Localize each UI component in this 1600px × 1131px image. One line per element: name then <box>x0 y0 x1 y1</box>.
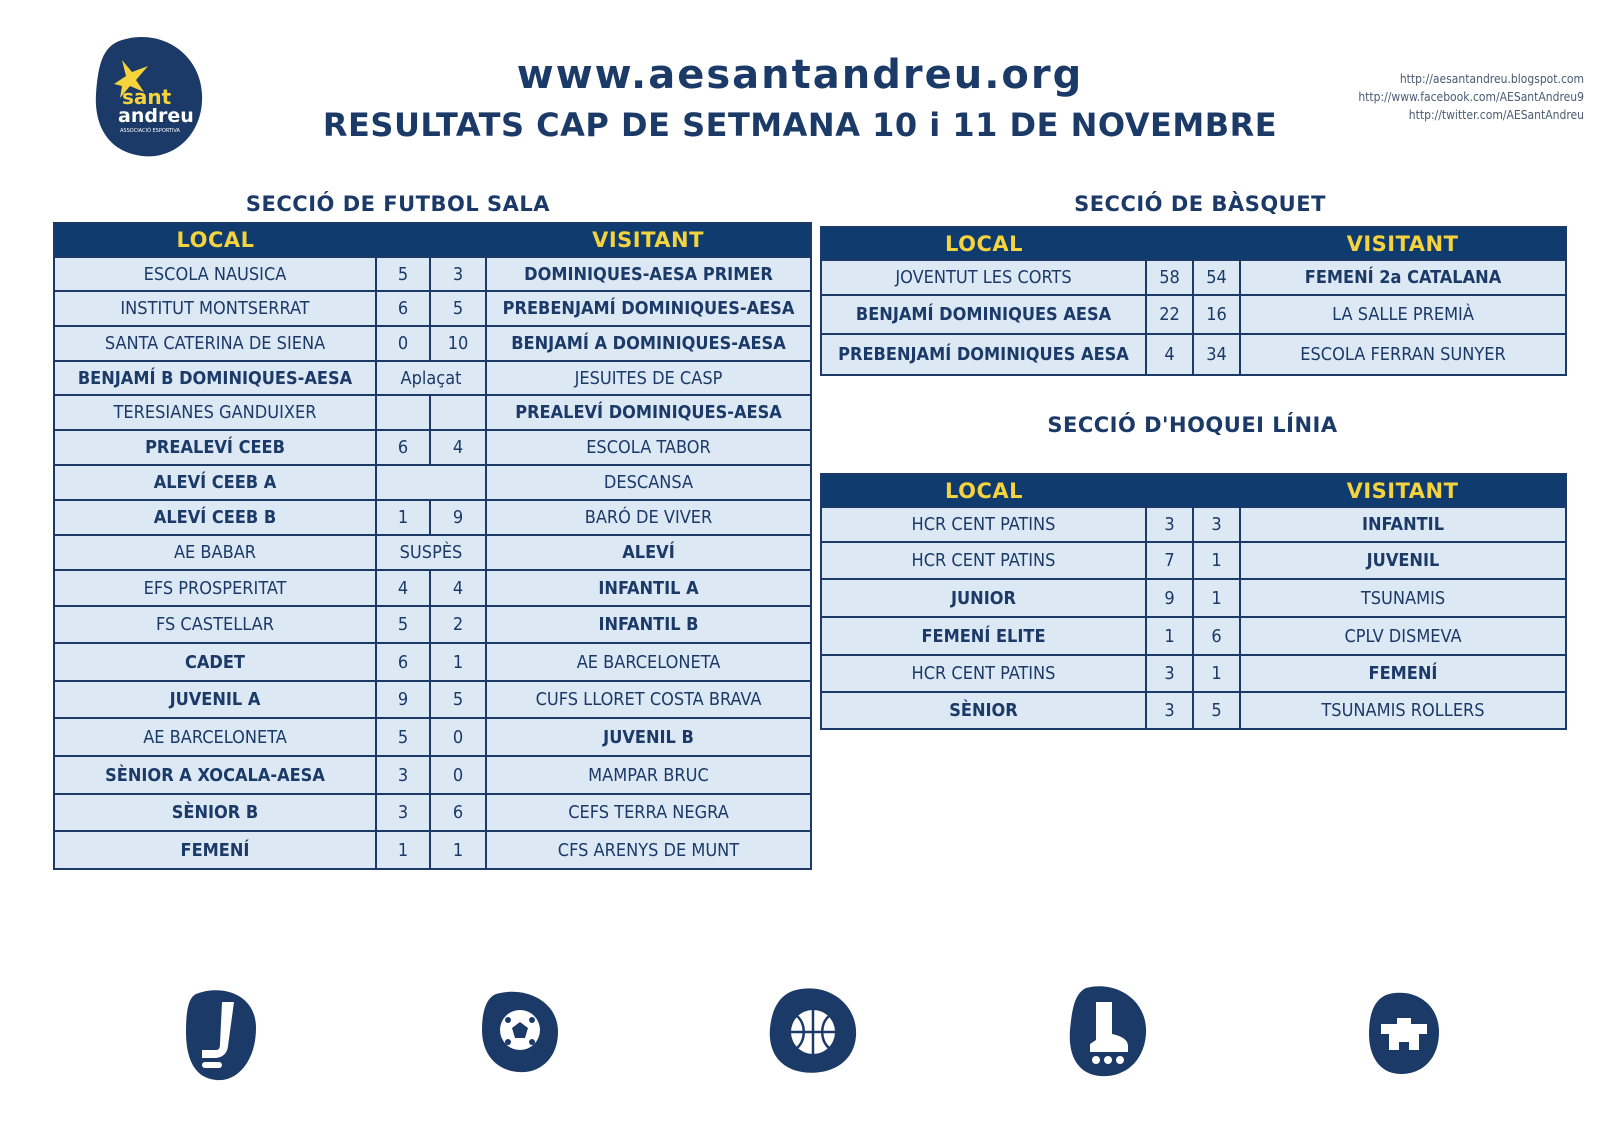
local-team-cell: BENJAMÍ DOMINIQUES AESA <box>821 295 1146 334</box>
visitant-team-cell: JUVENIL <box>1240 542 1566 579</box>
social-links <box>1358 70 1584 124</box>
visitant-score-cell: 6 <box>430 794 486 831</box>
table-row <box>54 326 811 361</box>
local-score-cell: 22 <box>1146 295 1193 334</box>
result-status-cell: SUSPÈS <box>376 535 486 570</box>
svg-text:andreu: andreu <box>118 105 194 127</box>
visitant-score-cell: 5 <box>430 291 486 326</box>
visitant-team-cell: PREBENJAMÍ DOMINIQUES-AESA <box>486 291 811 326</box>
visitant-score-cell: 54 <box>1193 260 1240 295</box>
table-row <box>54 535 811 570</box>
local-header: LOCAL <box>821 474 1146 507</box>
local-team-cell: HCR CENT PATINS <box>821 655 1146 692</box>
table-row <box>54 465 811 500</box>
local-team-cell: EFS PROSPERITAT <box>54 570 376 606</box>
basquet-results-table <box>820 226 1567 376</box>
local-team-cell: ESCOLA NAUSICA <box>54 257 376 291</box>
visitant-score-cell: 4 <box>430 570 486 606</box>
local-score-cell: 1 <box>1146 617 1193 655</box>
soccer-ball-icon <box>480 988 560 1074</box>
table-row <box>54 756 811 794</box>
visitant-team-cell: LA SALLE PREMIÀ <box>1240 295 1566 334</box>
local-score-cell <box>376 395 430 430</box>
local-team-cell: HCR CENT PATINS <box>821 507 1146 542</box>
visitant-team-cell: CFS ARENYS DE MUNT <box>486 831 811 869</box>
visitant-score-cell: 1 <box>430 831 486 869</box>
visitant-team-cell: DOMINIQUES-AESA PRIMER <box>486 257 811 291</box>
visitant-header: VISITANT <box>486 223 811 257</box>
table-row <box>54 681 811 718</box>
local-team-cell: SÈNIOR <box>821 692 1146 729</box>
result-status-cell: Aplaçat <box>376 361 486 395</box>
visitant-score-cell: 3 <box>430 257 486 291</box>
local-team-cell: JUVENIL A <box>54 681 376 718</box>
local-score-cell: 6 <box>376 291 430 326</box>
futsal-results-table <box>53 222 812 870</box>
table-row <box>54 606 811 643</box>
local-score-cell: 0 <box>376 326 430 361</box>
local-team-cell: INSTITUT MONTSERRAT <box>54 291 376 326</box>
table-row <box>54 570 811 606</box>
visitant-team-cell: CEFS TERRA NEGRA <box>486 794 811 831</box>
table-row <box>821 334 1566 375</box>
visitant-score-cell: 1 <box>1193 655 1240 692</box>
local-score-cell: 4 <box>376 570 430 606</box>
visitant-team-cell: FEMENÍ 2a CATALANA <box>1240 260 1566 295</box>
local-team-cell: PREBENJAMÍ DOMINIQUES AESA <box>821 334 1146 375</box>
hoquei-results-table <box>820 473 1567 730</box>
visitant-header: VISITANT <box>1240 474 1566 507</box>
visitant-team-cell: BENJAMÍ A DOMINIQUES-AESA <box>486 326 811 361</box>
visitant-score-cell: 1 <box>1193 579 1240 617</box>
visitant-score-cell: 5 <box>1193 692 1240 729</box>
local-team-cell: SANTA CATERINA DE SIENA <box>54 326 376 361</box>
local-team-cell: SÈNIOR B <box>54 794 376 831</box>
visitant-team-cell: AE BARCELONETA <box>486 643 811 681</box>
table-row <box>54 500 811 535</box>
local-team-cell: FEMENÍ <box>54 831 376 869</box>
local-team-cell: PREALEVÍ CEEB <box>54 430 376 465</box>
local-team-cell: AE BARCELONETA <box>54 718 376 756</box>
visitant-score-cell: 34 <box>1193 334 1240 375</box>
local-team-cell: BENJAMÍ B DOMINIQUES-AESA <box>54 361 376 395</box>
visitant-score-cell: 5 <box>430 681 486 718</box>
visitant-score-cell: 10 <box>430 326 486 361</box>
visitant-team-cell: TSUNAMIS <box>1240 579 1566 617</box>
table-row <box>821 542 1566 579</box>
score-header <box>1146 227 1240 260</box>
page-title: RESULTATS CAP DE SETMANA 10 i 11 DE NOVEMBRE <box>322 106 1278 144</box>
table-row <box>821 692 1566 729</box>
visitant-team-cell: CPLV DISMEVA <box>1240 617 1566 655</box>
visitant-score-cell: 3 <box>1193 507 1240 542</box>
local-score-cell: 3 <box>376 756 430 794</box>
local-header: LOCAL <box>54 223 376 257</box>
local-score-cell: 5 <box>376 718 430 756</box>
local-score-cell: 1 <box>376 831 430 869</box>
result-status-cell <box>376 465 486 500</box>
visitant-team-cell: INFANTIL B <box>486 606 811 643</box>
local-score-cell: 3 <box>376 794 430 831</box>
visitant-score-cell: 0 <box>430 756 486 794</box>
local-team-cell: FEMENÍ ELITE <box>821 617 1146 655</box>
table-row <box>54 430 811 465</box>
table-row <box>821 655 1566 692</box>
visitant-team-cell: ESCOLA FERRAN SUNYER <box>1240 334 1566 375</box>
basquet-section-title: SECCIÓ DE BÀSQUET <box>1074 192 1326 216</box>
local-team-cell: AE BABAR <box>54 535 376 570</box>
local-score-cell: 58 <box>1146 260 1193 295</box>
visitant-team-cell: MAMPAR BRUC <box>486 756 811 794</box>
blog-link[interactable]: http://aesantandreu.blogspot.com <box>1399 72 1584 86</box>
visitant-team-cell: INFANTIL A <box>486 570 811 606</box>
local-score-cell: 5 <box>376 257 430 291</box>
local-score-cell: 3 <box>1146 692 1193 729</box>
svg-text:sant: sant <box>122 85 172 109</box>
local-header: LOCAL <box>821 227 1146 260</box>
local-score-cell: 3 <box>1146 655 1193 692</box>
local-team-cell: SÈNIOR A XOCALA-AESA <box>54 756 376 794</box>
table-row <box>54 643 811 681</box>
table-row <box>821 617 1566 655</box>
visitant-team-cell: JESUITES DE CASP <box>486 361 811 395</box>
visitant-score-cell: 6 <box>1193 617 1240 655</box>
visitant-score-cell: 4 <box>430 430 486 465</box>
roller-skate-icon <box>1066 984 1148 1078</box>
local-team-cell: ALEVÍ CEEB B <box>54 500 376 535</box>
visitant-team-cell: JUVENIL B <box>486 718 811 756</box>
table-row <box>54 395 811 430</box>
hockey-stick-icon <box>182 988 260 1084</box>
visitant-team-cell: INFANTIL <box>1240 507 1566 542</box>
score-header <box>1146 474 1240 507</box>
local-score-cell: 4 <box>1146 334 1193 375</box>
local-team-cell: TERESIANES GANDUIXER <box>54 395 376 430</box>
local-score-cell: 6 <box>376 643 430 681</box>
visitant-team-cell: TSUNAMIS ROLLERS <box>1240 692 1566 729</box>
visitant-score-cell: 0 <box>430 718 486 756</box>
table-row <box>821 295 1566 334</box>
local-team-cell: HCR CENT PATINS <box>821 542 1146 579</box>
visitant-score-cell: 9 <box>430 500 486 535</box>
visitant-team-cell: CUFS LLORET COSTA BRAVA <box>486 681 811 718</box>
visitant-score-cell: 2 <box>430 606 486 643</box>
table-row <box>54 794 811 831</box>
visitant-team-cell: PREALEVÍ DOMINIQUES-AESA <box>486 395 811 430</box>
table-row <box>54 257 811 291</box>
local-score-cell: 3 <box>1146 507 1193 542</box>
local-team-cell: ALEVÍ CEEB A <box>54 465 376 500</box>
table-row <box>54 291 811 326</box>
visitant-score-cell: 16 <box>1193 295 1240 334</box>
score-header <box>376 223 486 257</box>
local-team-cell: FS CASTELLAR <box>54 606 376 643</box>
local-score-cell: 1 <box>376 500 430 535</box>
local-score-cell: 5 <box>376 606 430 643</box>
table-row <box>821 260 1566 295</box>
local-team-cell: JOVENTUT LES CORTS <box>821 260 1146 295</box>
facebook-link[interactable]: http://www.facebook.com/AESantAndreu9 <box>1358 90 1584 104</box>
visitant-team-cell: ALEVÍ <box>486 535 811 570</box>
hoquei-section-title: SECCIÓ D'HOQUEI LÍNIA <box>1047 413 1338 437</box>
table-row <box>54 361 811 395</box>
site-url[interactable]: www.aesantandreu.org <box>516 52 1084 98</box>
basketball-icon <box>766 986 858 1076</box>
visitant-score-cell <box>430 395 486 430</box>
table-row <box>54 831 811 869</box>
visitant-team-cell: BARÓ DE VIVER <box>486 500 811 535</box>
visitant-team-cell: DESCANSA <box>486 465 811 500</box>
table-row <box>54 718 811 756</box>
svg-text:ASSOCIACIÓ ESPORTIVA: ASSOCIACIÓ ESPORTIVA <box>120 128 180 134</box>
visitant-header: VISITANT <box>1240 227 1566 260</box>
visitant-team-cell: ESCOLA TABOR <box>486 430 811 465</box>
visitant-score-cell: 1 <box>1193 542 1240 579</box>
local-team-cell: CADET <box>54 643 376 681</box>
local-team-cell: JUNIOR <box>821 579 1146 617</box>
table-row <box>821 507 1566 542</box>
visitant-score-cell: 1 <box>430 643 486 681</box>
local-score-cell: 9 <box>376 681 430 718</box>
visitant-team-cell: FEMENÍ <box>1240 655 1566 692</box>
twitter-link[interactable]: http://twitter.com/AESantAndreu <box>1408 108 1584 122</box>
ae-emblem-icon <box>1367 990 1441 1076</box>
local-score-cell: 7 <box>1146 542 1193 579</box>
local-score-cell: 9 <box>1146 579 1193 617</box>
table-row <box>821 579 1566 617</box>
local-score-cell: 6 <box>376 430 430 465</box>
futsal-section-title: SECCIÓ DE FUTBOL SALA <box>245 192 551 216</box>
